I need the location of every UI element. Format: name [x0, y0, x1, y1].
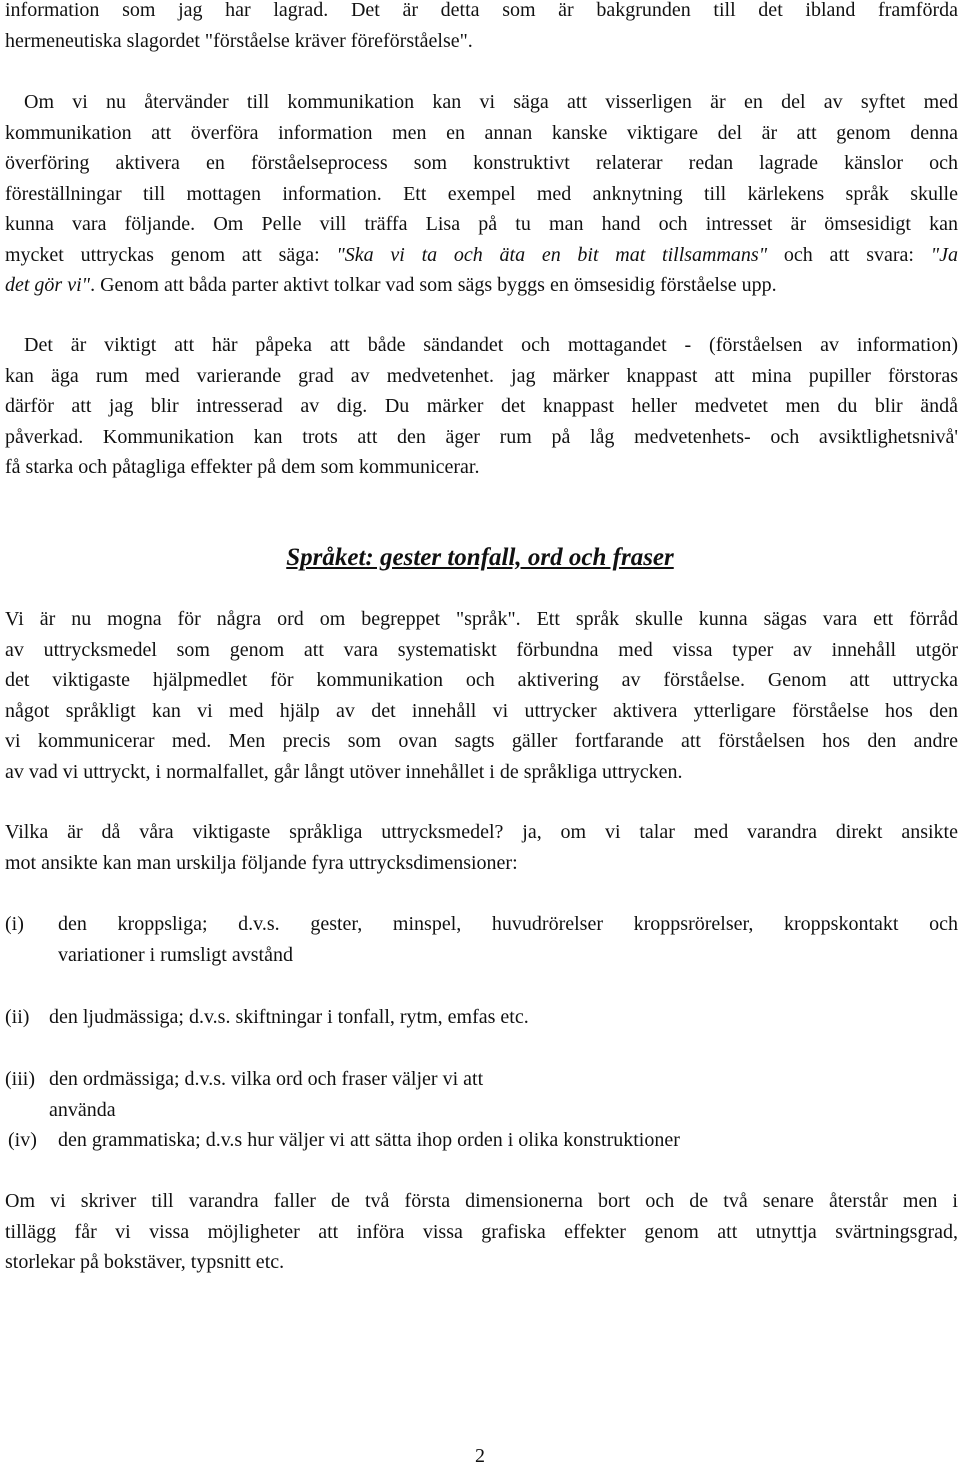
list-item-text [58, 909, 958, 970]
text-line: Om vi nu återvänder till kommunikation kan vi säga att visserligen är en del av syftet med [24, 91, 958, 113]
text-line: storlekar på bokstäver, typsnitt etc. [5, 1251, 285, 1273]
list-item-text: den grammatiska; d.v.s hur väljer vi att sätta ihop orden i olika konstruktioner [58, 1129, 680, 1151]
text-line: Om vi skriver till varandra faller de två första dimensionerna bort och de två senare återstår men i [5, 1190, 958, 1212]
list-item-text: den ljudmässiga; d.v.s. skiftningar i tonfall, rytm, emfas etc. [49, 1006, 529, 1028]
text-line: information som jag har lagrad. Det är detta som är bakgrunden till det ibland framförda [5, 0, 958, 21]
text-run: mycket uttryckas genom att säga: [5, 243, 337, 266]
text-line: använda [49, 1098, 116, 1121]
paragraph-expression-question [5, 817, 958, 878]
text-run: . Genom att båda parter aktivt tolkar vad som sägs byggs en ömsesidig förståelse upp. [90, 274, 777, 296]
text-line: variationer i rumsligt avstånd [58, 943, 293, 966]
list-marker: (ii) [5, 1006, 30, 1028]
list-item [5, 909, 958, 970]
text-line: Det är viktigt att här påpeka att både sändandet och mottagandet - (förståelsen av information) [24, 334, 958, 356]
quoted-example: "Ska vi ta och äta en bit mat tillsammans" [336, 243, 768, 266]
paragraph-awareness [5, 330, 958, 483]
paragraph-communication [5, 87, 958, 301]
text-line: av vad vi uttryckt, i normalfallet, går långt utöver innehållet i de språkliga uttrycken. [5, 760, 683, 783]
quoted-example: "Ja [930, 243, 958, 266]
text-line: det viktigaste hjälpmedlet för kommunikation och aktivering av förståelse. Genom att uttrycka [5, 669, 958, 691]
text-line: få starka och påtagliga effekter på dem som kommunicerar. [5, 456, 480, 478]
page-number: 2 [475, 1445, 485, 1467]
text-line: hermeneutiska slagordet "förståelse kräver föreförståelse". [5, 29, 473, 52]
text-line: av uttrycksmedel som genom att vara systematiskt förbundna med vissa typer av innehåll utgör [5, 638, 958, 661]
paragraph-written-communication [5, 1186, 958, 1278]
list-marker: (iii) [5, 1068, 35, 1090]
text-line: mot ansikte kan man urskilja följande fyra uttrycksdimensioner: [5, 851, 518, 874]
list-marker: (i) [5, 913, 24, 935]
text-line: vi kommunicerar med. Men precis som ovan sagts gäller fortfarande att förståelsen hos den andre [5, 730, 958, 752]
text-run: och att svara: [767, 243, 931, 266]
text-line: den kroppsliga; d.v.s. gester, minspel, huvudrörelser kroppsrörelser, kroppskontakt och [58, 913, 958, 935]
section-heading: Språket: gester tonfall, ord och fraser [286, 544, 674, 571]
text-line: påverkad. Kommunikation kan trots att den äger rum på låg medvetenhets- och avsiktlighetsnivå' [5, 425, 958, 448]
list-marker: (iv) [8, 1129, 37, 1151]
quoted-example: det gör vi" [5, 274, 91, 296]
text-line: därför att jag blir intresserad av dig. Du märker det knappast heller medvetet men du blir ändå [5, 395, 958, 417]
text-line: Vilka är då våra viktigaste språkliga uttrycksmedel? ja, om vi talar med varandra direkt ansikte [5, 821, 958, 843]
text-line: något språkligt kan vi med hjälp av det innehåll vi uttrycker aktivera ytterligare förståelse hos den [5, 699, 958, 722]
text-line: tillägg får vi vissa möjligheter att införa vissa grafiska effekter genom att utnyttja svärtningsgrad, [5, 1220, 958, 1243]
text-line: överföring aktivera en förståelseprocess som konstruktivt relaterar redan lagrade känslor och [5, 152, 958, 174]
text-line: föreställningar till mottagen information. Ett exempel med anknytning till kärlekens språk skulle [5, 182, 958, 205]
text-line [5, 240, 958, 271]
text-line: Vi är nu mogna för några ord om begreppet "språk". Ett språk skulle kunna sägas vara ett förråd [5, 608, 958, 630]
text-line: den ordmässiga; d.v.s. vilka ord och fraser väljer vi att [49, 1068, 484, 1090]
list-item-text [49, 1064, 483, 1125]
paragraph-language-definition [5, 604, 958, 787]
text-line [5, 270, 958, 301]
text-line: kunna vara följande. Om Pelle vill träffa Lisa på tu man hand och intresset är ömsesidigt kan [5, 213, 958, 235]
paragraph-intro-continuation [5, 0, 958, 56]
text-line: kommunikation att överföra information men en annan kanske viktigare del är att genom denna [5, 121, 958, 144]
text-line: kan äga rum med varierande grad av medvetenhet. jag märker knappast att mina pupiller förstoras [5, 364, 958, 387]
